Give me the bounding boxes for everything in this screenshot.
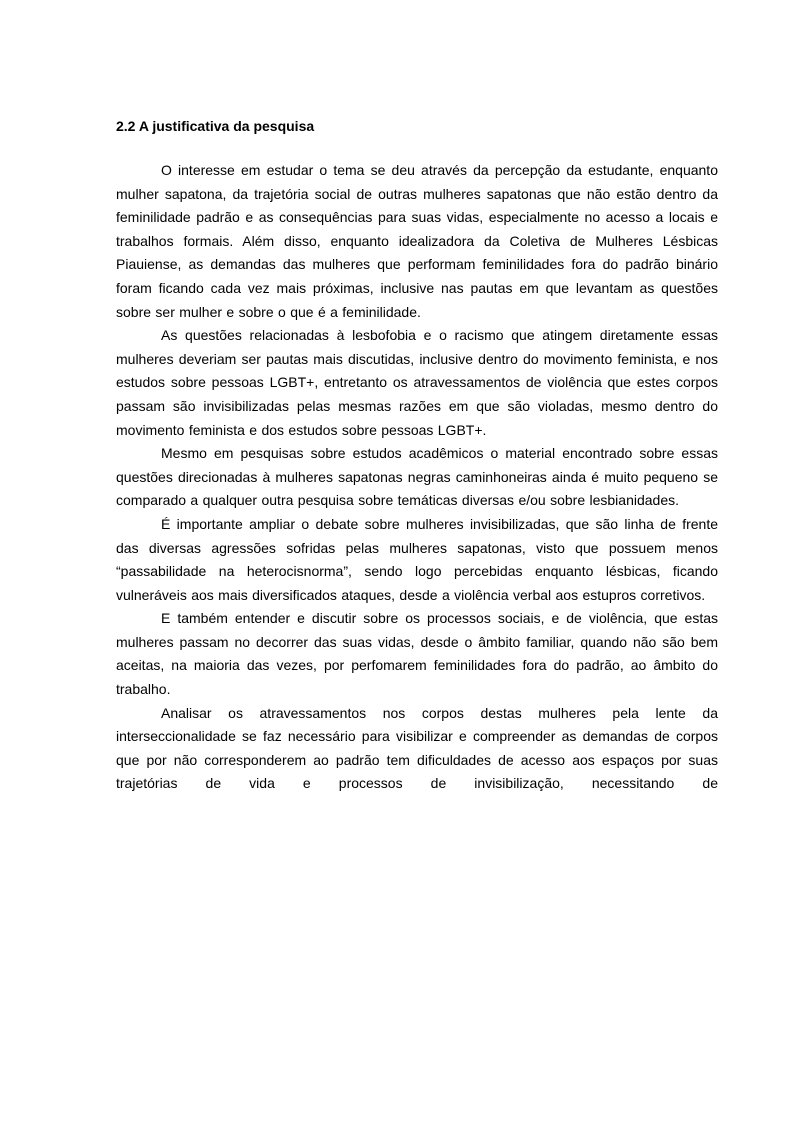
paragraph-expand-debate: É importante ampliar o debate sobre mulheres invisibilizadas, que são linha de frente das diversas agressões sofridas pelas mulheres sapatonas, visto que possuem menos “passabilidade na heterocisnorma”, sendo logo percebidas enquanto lésbicas, ficando vulneráveis aos mais diversificados ataques, desde a violência verbal aos estupros corretivos. <box>116 515 718 603</box>
paragraph-interest: O interesse em estudar o tema se deu através da percepção da estudante, enquanto mulher sapatona, da trajetória social de outras mulheres sapatonas que não estão dentro da feminilidade padrão e as consequências para suas vidas, especialmente no acesso a locais e trabalhos formais. Além disso, enquanto idealizadora da Coletiva de Mulheres Lésbicas Piauiense, as demandas das mulheres que performam feminilidades fora do padrão binário foram ficando cada vez mais próximas, inclusive nas pautas em que levantam as questões sobre ser mulher e sobre o que é a feminilidade. <box>116 162 718 320</box>
paragraph-intersectionality: Analisar os atravessamentos nos corpos destas mulheres pela lente da interseccionalidade se faz necessário para visibilizar e compreender as demandas de corpos que por não corresponderem ao padrão tem dificuldades de acesso aos espaços por suas trajetórias de vida e processos de invisibilização, necessitando de <box>116 704 718 792</box>
paragraph-social-processes: E também entender e discutir sobre os processos sociais, e de violência, que estas mulheres passam no decorrer das suas vidas, desde o âmbito familiar, quando não são bem aceitas, na maioria das vezes, por perfomarem feminilidades fora do padrão, ao âmbito do trabalho. <box>116 610 718 698</box>
paragraph-lesbophobia-racism: As questões relacionadas à lesbofobia e o racismo que atingem diretamente essas mulheres deveriam ser pautas mais discutidas, inclusive dentro do movimento feminista, e nos estudos sobre pessoas LGBT+, entretanto os atravessamentos de violência que estes corpos passam são invisibilizadas pelas mesmas razões em que são violadas, mesmo dentro do movimento feminista e dos estudos sobre pessoas LGBT+. <box>116 327 718 438</box>
paragraph-academic-research: Mesmo em pesquisas sobre estudos acadêmicos o material encontrado sobre essas questões direcionadas à mulheres sapatonas negras caminhoneiras ainda é muito pequeno se comparado a qualquer outra pesquisa sobre temáticas diversas e/ou sobre lesbianidades. <box>116 445 718 509</box>
section-title: 2.2 A justificativa da pesquisa <box>116 118 315 134</box>
document-page <box>116 116 718 796</box>
